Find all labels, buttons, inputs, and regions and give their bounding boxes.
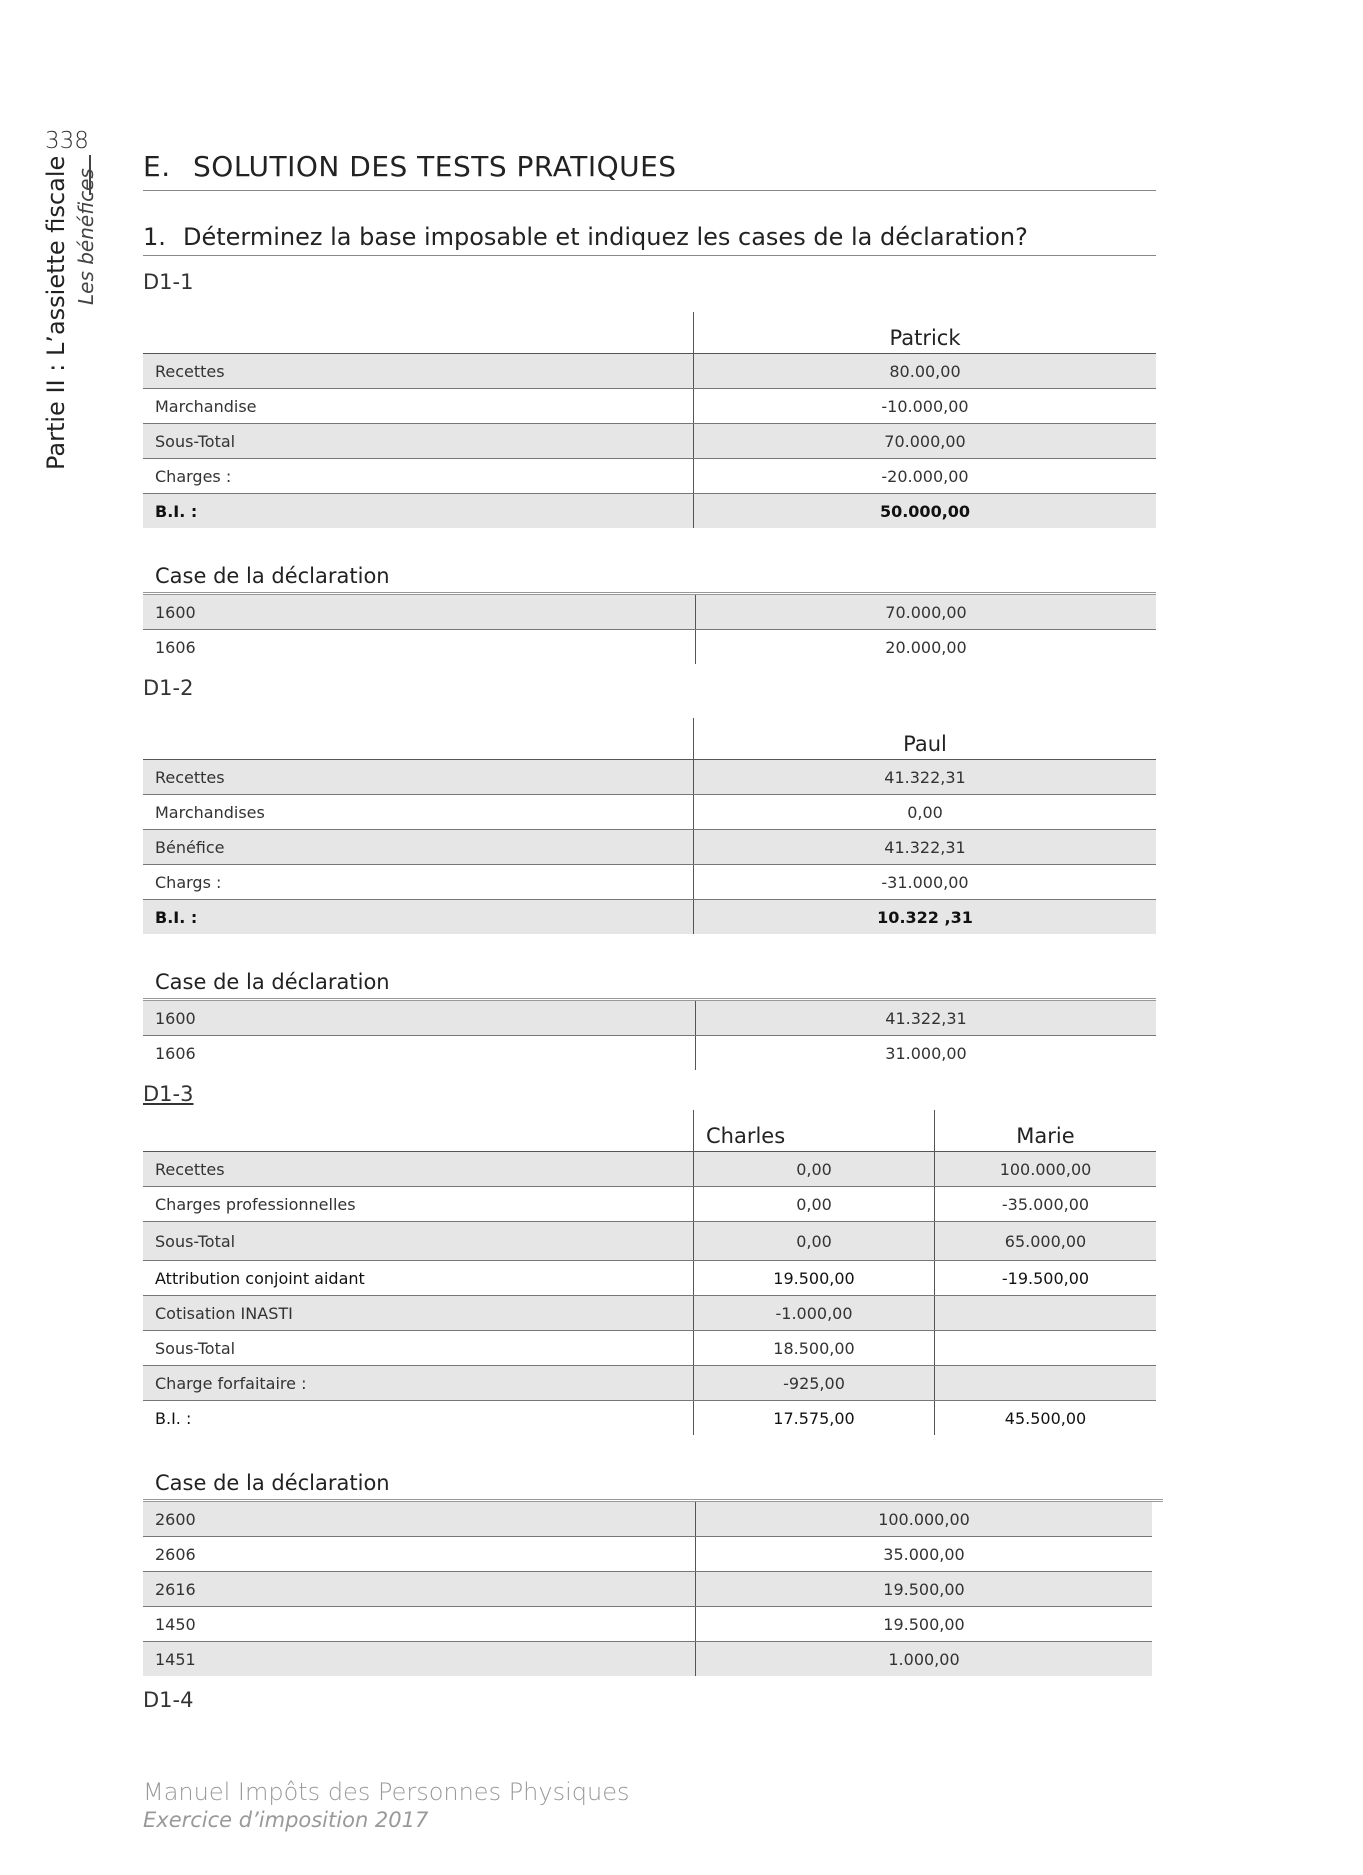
case-row	[143, 1537, 1152, 1572]
exercise-label-d1-2: D1-2	[143, 676, 194, 700]
d1-2-table	[143, 718, 1156, 934]
exercise-label-d1-3: D1-3	[143, 1082, 194, 1106]
table-row	[143, 830, 1156, 865]
case-row	[143, 595, 1156, 630]
row-label: Sous-Total	[143, 424, 694, 459]
case-code: 1600	[143, 595, 696, 630]
row-value-marie	[935, 1331, 1157, 1366]
row-label: Marchandises	[143, 795, 694, 830]
part-title: Partie II : L’assiette fiscale	[42, 155, 70, 470]
row-label: Recettes	[143, 760, 694, 795]
d1-1-table	[143, 312, 1156, 528]
row-value-marie: -35.000,00	[935, 1187, 1157, 1222]
exercise-label-d1-4: D1-4	[143, 1688, 194, 1712]
row-value-charles: 17.575,00	[694, 1401, 935, 1436]
case-row	[143, 630, 1156, 665]
table-row	[143, 424, 1156, 459]
table-row	[143, 389, 1156, 424]
case-row	[143, 1001, 1156, 1036]
row-value-charles: 19.500,00	[694, 1261, 935, 1296]
row-label: Attribution conjoint aidant	[143, 1261, 694, 1296]
row-value-marie	[935, 1296, 1157, 1331]
case-code: 1600	[143, 1001, 696, 1036]
row-label: Sous-Total	[143, 1222, 694, 1261]
footer-subtitle: Exercice d’imposition 2017	[143, 1808, 429, 1832]
section-title: SOLUTION DES TESTS PRATIQUES	[193, 150, 677, 183]
row-value-marie: -19.500,00	[935, 1261, 1157, 1296]
row-value: -10.000,00	[694, 389, 1157, 424]
table-row	[143, 760, 1156, 795]
case-code: 2600	[143, 1502, 696, 1537]
table-row	[143, 795, 1156, 830]
row-value: 70.000,00	[694, 424, 1157, 459]
case-code: 1606	[155, 1043, 196, 1063]
question-number: 1.	[143, 223, 166, 251]
row-value: 41.322,31	[694, 760, 1157, 795]
chapter-title: Les bénéfices	[74, 168, 98, 305]
row-value-charles: -1.000,00	[694, 1296, 935, 1331]
table-row-total	[143, 494, 1156, 529]
case-value: 41.322,31	[696, 1001, 1157, 1036]
table-row	[143, 1331, 1156, 1366]
table-row	[143, 1366, 1156, 1401]
row-value: 50.000,00	[694, 494, 1157, 529]
table-row-total	[143, 1401, 1156, 1436]
d1-1-case-table	[143, 595, 1156, 664]
case-title-d1-1: Case de la déclaration	[143, 564, 1156, 595]
section-number: E.	[143, 150, 171, 183]
row-label: Recettes	[143, 354, 694, 389]
row-label: B.I. :	[155, 1408, 192, 1428]
case-row	[143, 1572, 1152, 1607]
row-value-charles: -925,00	[694, 1366, 935, 1401]
row-value-marie	[935, 1366, 1157, 1401]
blank-header	[143, 1110, 694, 1152]
row-label: Recettes	[143, 1152, 694, 1187]
column-header-patrick: Patrick	[694, 312, 1157, 354]
column-header-marie: Marie	[935, 1110, 1157, 1152]
sidebar	[0, 0, 100, 500]
case-title-d1-2: Case de la déclaration	[143, 970, 1156, 1001]
row-label: Sous-Total	[143, 1331, 694, 1366]
table-row	[143, 865, 1156, 900]
row-value-charles: 0,00	[694, 1187, 935, 1222]
case-row	[143, 1036, 1156, 1071]
d1-2-case-table	[143, 1001, 1156, 1070]
case-value: 35.000,00	[696, 1537, 1153, 1572]
case-value: 19.500,00	[696, 1607, 1153, 1642]
case-code: 1606	[155, 637, 196, 657]
row-value: 80.00,00	[694, 354, 1157, 389]
case-code: 1451	[143, 1642, 696, 1677]
table-row	[143, 1222, 1156, 1261]
case-value: 20.000,00	[696, 630, 1157, 665]
row-value-marie: 65.000,00	[935, 1222, 1157, 1261]
d1-3-table	[143, 1110, 1156, 1435]
column-header-paul: Paul	[694, 718, 1157, 760]
row-label: Charge forfaitaire :	[143, 1366, 694, 1401]
row-label: Cotisation INASTI	[143, 1296, 694, 1331]
section-heading	[143, 150, 1156, 191]
row-label: B.I. :	[143, 900, 694, 935]
case-row	[143, 1607, 1152, 1642]
blank-header	[143, 312, 694, 354]
case-code: 2606	[143, 1537, 696, 1572]
table-row	[143, 1152, 1156, 1187]
row-value: 41.322,31	[694, 830, 1157, 865]
case-code: 1450	[143, 1607, 696, 1642]
row-value-charles: 0,00	[694, 1152, 935, 1187]
table-row	[143, 1187, 1156, 1222]
row-value-marie: 100.000,00	[935, 1152, 1157, 1187]
main-content	[143, 150, 1156, 1712]
case-code: 2616	[143, 1572, 696, 1607]
case-value: 31.000,00	[696, 1036, 1157, 1071]
row-value: 10.322 ,31	[694, 900, 1157, 935]
question-text: Déterminez la base imposable et indiquez les cases de la déclaration?	[183, 223, 1028, 251]
page-footer	[143, 1778, 629, 1832]
row-value: -20.000,00	[694, 459, 1157, 494]
column-header-charles: Charles	[694, 1110, 935, 1152]
exercise-label-d1-1: D1-1	[143, 270, 194, 294]
row-value-charles: 18.500,00	[694, 1331, 935, 1366]
table-row	[143, 459, 1156, 494]
row-label: B.I. :	[143, 494, 694, 529]
case-row	[143, 1502, 1152, 1537]
row-value-charles: 0,00	[694, 1222, 935, 1261]
case-value: 19.500,00	[696, 1572, 1153, 1607]
row-label: Bénéfice	[143, 830, 694, 865]
case-value: 1.000,00	[696, 1642, 1153, 1677]
row-value: -31.000,00	[694, 865, 1157, 900]
row-label: Charges professionnelles	[143, 1187, 694, 1222]
row-value-marie: 45.500,00	[935, 1401, 1157, 1436]
table-row-total	[143, 900, 1156, 935]
case-value: 100.000,00	[696, 1502, 1153, 1537]
blank-header	[143, 718, 694, 760]
case-value: 70.000,00	[696, 595, 1157, 630]
table-row	[143, 1296, 1156, 1331]
row-value: 0,00	[694, 795, 1157, 830]
row-label: Charges :	[143, 459, 694, 494]
case-title-d1-3: Case de la déclaration	[143, 1471, 1163, 1502]
table-row	[143, 1261, 1156, 1296]
footer-title: Manuel Impôts des Personnes Physiques	[143, 1778, 630, 1806]
table-row	[143, 354, 1156, 389]
row-label: Marchandise	[143, 389, 694, 424]
d1-3-case-table	[143, 1502, 1152, 1676]
question-heading	[143, 223, 1156, 256]
row-label: Chargs :	[143, 865, 694, 900]
page-number: 338	[45, 128, 89, 154]
case-row	[143, 1642, 1152, 1677]
